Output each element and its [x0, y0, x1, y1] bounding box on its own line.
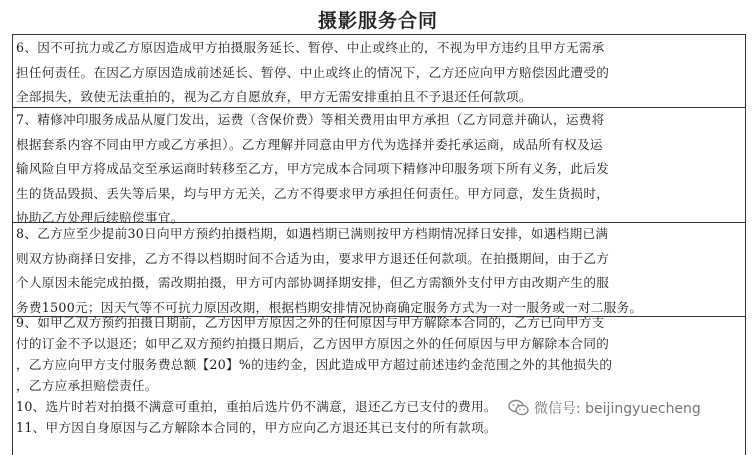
clause-8 [16, 222, 738, 320]
clause-line: 根据套系内容不同由甲方或乙方承担）。乙方理解并同意由甲方代为选择并委托承运商，成品所有权及运 [16, 136, 603, 152]
clause-line: 担任何责任。在因乙方原因造成前述延长、暂停、中止或终止的情况下，乙方还应向甲方赔偿因此遭受的 [16, 64, 610, 80]
clause-line: 付的订金不予以退还；如甲乙双方预约拍摄日期后，乙方因甲方原因之外的任何原因与甲方解除本合同的 [16, 336, 610, 351]
clause-line: ，乙方应向甲方支付服务费总额【20】%的违约金，因此造成甲方超过前述违约金范围之外的其他损失的 [16, 357, 613, 372]
clause-line: 个人原因未能完成拍摄，需改期拍摄，甲方可内部协调择期安排，但乙方需额外支付甲方由改期产生的服 [16, 275, 610, 290]
clause-line: 全部损失，致使无法重拍的，视为乙方自愿放弃，甲方无需安排重拍且不予退还任何款项。 [16, 89, 532, 104]
clause-line: 务费1500元；因天气等不可抗力原因改期，根据档期安排情况协商确定服务方式为一对一服务或一对二服务。 [16, 299, 643, 315]
watermark [508, 396, 701, 420]
clause-line: 6、因不可抗力或乙方原因造成甲方拍摄服务延长、暂停、中止或终止的，不视为甲方违约且甲方无需承 [16, 40, 605, 55]
clause-line: 协助乙方处理后续赔偿事宜。 [16, 210, 184, 225]
wechat-icon [508, 399, 530, 417]
clause-line: ，乙方应承担赔偿责任。 [16, 378, 158, 393]
clause-line: 则双方协商择日安排，乙方不得以档期时间不合适为由，要求甲方退还任何款项。在拍摄期间，由于乙方 [16, 250, 610, 266]
clause-line: 10、选片时若对拍摄不满意可重拍，重拍后选片仍不满意，退还乙方已支付的费用。 [16, 399, 497, 414]
clause-line: 输风险自甲方将成品交至承运商时转移至乙方，甲方完成本合同项下精修冲印服务项下所有义务，此后发 [16, 161, 610, 176]
clause-line: 11、甲方因自身原因与乙方解除本合同的，甲方应向乙方退还其已支付的所有款项。 [16, 420, 497, 435]
clause-line: 8、乙方应至少提前30日向甲方预约拍摄档期，如遇档期已满则按甲方档期情况择日安排，如遇档期已满 [16, 226, 609, 241]
watermark-text: 微信号: beijingyuecheng [534, 401, 701, 417]
clause-line: 7、精修冲印服务成品从厦门发出，运费（含保价费）等相关费用由甲方承担（乙方同意并确认，运费将 [16, 112, 605, 127]
clause-7 [16, 108, 738, 231]
clause-line: 9、如甲乙双方预约拍摄日期前，乙方因甲方原因之外的任何原因与甲方解除本合同的，乙方已向甲方支 [16, 315, 605, 330]
document-title: 摄影服务合同 [317, 10, 438, 32]
clause-line: 生的货品毁损、丢失等后果，均与甲方无关，乙方不得要求甲方承担任何责任。甲方同意，发生货损时， [16, 185, 610, 201]
clause-6 [16, 36, 738, 110]
